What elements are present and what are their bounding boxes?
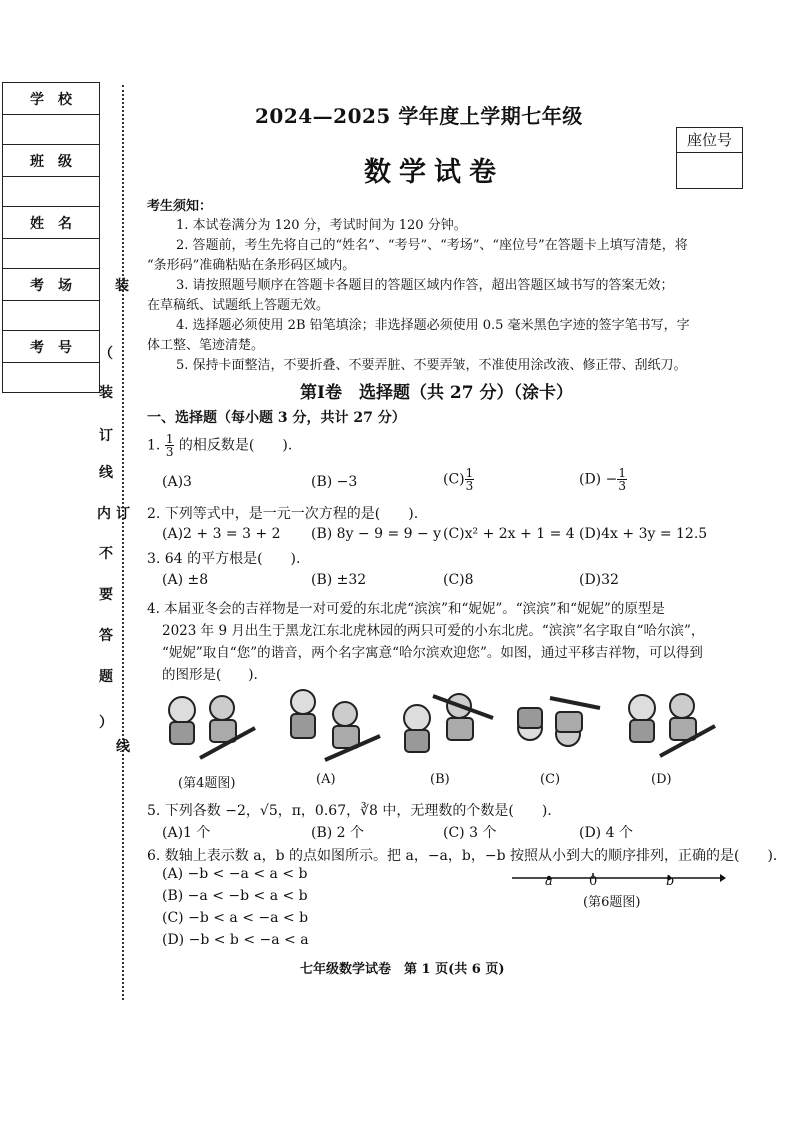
question-4-line: “妮妮”取自“您”的谐音，两个名字寓意“哈尔滨欢迎您”。如图，通过平移吉祥物，可以得到 [162, 645, 703, 661]
q1-option-d[interactable]: (D) − $\frac{1}{3}$ [579, 466, 626, 493]
notice-item: 体工整、笔迹清楚。 [147, 338, 265, 353]
q3-option-c[interactable]: (C)8 [443, 572, 474, 588]
question-4-line: 的图形是( ). [162, 667, 258, 683]
q2-option-b[interactable]: (B) 8y − 9 = 9 − y [311, 526, 442, 542]
q2-option-a[interactable]: (A)2 + 3 = 3 + 2 [162, 526, 281, 542]
question-1: 1. $\frac{1}{3}$ 的相反数是( ). [147, 432, 293, 459]
part1-title: 第Ⅰ卷 选择题（共 27 分）（涂卡） [300, 383, 573, 403]
student-info-table [2, 82, 100, 393]
binding-char: （ [99, 346, 113, 362]
info-room: 考 场 [3, 269, 99, 301]
info-exam-no-blank[interactable] [3, 363, 99, 392]
q4-label-d[interactable]: (D) [651, 772, 672, 787]
binding-char: ） [99, 715, 113, 731]
notice-item: 在草稿纸、试题纸上答题无效。 [147, 298, 330, 313]
q3-option-a[interactable]: (A) ±8 [162, 572, 209, 588]
info-room-blank[interactable] [3, 301, 99, 331]
notice-item: “条形码”准确粘贴在条形码区域内。 [147, 258, 356, 273]
q6-option-b[interactable]: (B) −a < −b < a < b [162, 888, 308, 904]
binding-char: 装 [99, 385, 113, 401]
axis-label-a: a [545, 874, 553, 889]
q4-label-c[interactable]: (C) [540, 772, 561, 787]
binding-char: 订 [99, 428, 113, 444]
binding-char: 要 [99, 587, 113, 603]
q2-option-c[interactable]: (C)x² + 2x + 1 = 4 [443, 526, 575, 542]
info-name: 姓 名 [3, 207, 99, 239]
q3-option-b[interactable]: (B) ±32 [311, 572, 367, 588]
q4-figures [160, 688, 720, 768]
exam-title: 数学试卷 [364, 157, 504, 188]
axis-label-zero: 0 [589, 874, 598, 889]
q6-figure-label: (第6题图) [583, 895, 641, 910]
binding-char: 不 [99, 546, 113, 562]
q5-option-b[interactable]: (B) 2 个 [311, 825, 365, 841]
mascot-option-c[interactable] [518, 698, 600, 746]
notice-item: 5. 保持卡面整洁，不要折叠、不要弄脏、不要弄皱，不准使用涂改液、修正带、刮纸刀。 [176, 358, 687, 373]
q2-option-d[interactable]: (D)4x + 3y = 12.5 [579, 526, 708, 542]
binding-char: 装 [115, 278, 129, 294]
section1-title: 一、选择题（每小题 3 分，共计 27 分） [147, 410, 406, 426]
binding-char: 线 [116, 739, 130, 755]
mascot-option-d[interactable] [629, 694, 715, 756]
question-5: 5. 下列各数 −2，√5，π，0.67，∛8 中，无理数的个数是( ). [147, 803, 552, 819]
axis-label-b: b [666, 874, 675, 889]
seat-label: 座位号 [677, 128, 742, 153]
notice-item: 2. 答题前，考生先将自己的“姓名”、“考号”、“考场”、“座位号”在答题卡上填写清楚，将 [176, 238, 688, 253]
binding-char: 订 [116, 506, 130, 522]
mascot-option-a[interactable] [291, 690, 380, 760]
binding-char: 答 [99, 628, 113, 644]
q5-option-a[interactable]: (A)1 个 [162, 825, 211, 841]
info-school: 学 校 [3, 83, 99, 115]
q4-label-b[interactable]: (B) [430, 772, 450, 787]
info-name-blank[interactable] [3, 239, 99, 269]
binding-char: 题 [99, 669, 113, 685]
question-2: 2. 下列等式中，是一元一次方程的是( ). [147, 506, 419, 522]
question-3: 3. 64 的平方根是( ). [147, 551, 301, 567]
question-4-line: 2023 年 9 月出生于黑龙江东北虎林园的两只可爱的小东北虎。“滨滨”名字取自“哈尔滨”， [162, 623, 705, 639]
page-footer: 七年级数学试卷 第 1 页(共 6 页) [300, 962, 505, 977]
q3-option-d[interactable]: (D)32 [579, 572, 619, 588]
q1-option-a[interactable]: (A)3 [162, 474, 192, 490]
mascot-reference-figure [169, 696, 255, 758]
q4-label-a[interactable]: (A) [316, 772, 336, 787]
notice-item: 3. 请按照题号顺序在答题卡各题目的答题区域内作答，超出答题区域书写的答案无效； [176, 278, 674, 293]
info-school-blank[interactable] [3, 115, 99, 145]
info-class-blank[interactable] [3, 177, 99, 207]
question-4-line: 4. 本届亚冬会的吉祥物是一对可爱的东北虎“滨滨”和“妮妮”。“滨滨”和“妮妮”的原型是 [147, 601, 665, 617]
year-title: 2024—2025 学年度上学期七年级 [255, 104, 583, 128]
q6-option-c[interactable]: (C) −b < a < −a < b [162, 910, 309, 926]
q6-option-d[interactable]: (D) −b < b < −a < a [162, 932, 309, 948]
question-6: 6. 数轴上表示数 a，b 的点如图所示。把 a，−a，b，−b 按照从小到大的顺序排列，正确的是( ). [147, 848, 778, 864]
q1-option-b[interactable]: (B) −3 [311, 474, 358, 490]
q1-option-c[interactable]: (C) $\frac{1}{3}$ [443, 466, 474, 493]
info-class: 班 级 [3, 145, 99, 177]
binding-char: 内 [97, 506, 111, 522]
notice-heading: 考生须知： [147, 199, 213, 214]
fraction: $\frac{1}{3}$ [165, 432, 174, 459]
binding-line [122, 85, 124, 1000]
q6-option-a[interactable]: (A) −b < −a < a < b [162, 866, 308, 882]
seat-number-box[interactable] [676, 127, 743, 189]
q5-option-d[interactable]: (D) 4 个 [579, 825, 633, 841]
binding-char: 线 [99, 465, 113, 481]
notice-item: 1. 本试卷满分为 120 分，考试时间为 120 分钟。 [176, 218, 467, 233]
notice-item: 4. 选择题必须使用 2B 铅笔填涂；非选择题必须使用 0.5 毫米黑色字迹的签字笔书写，字 [176, 318, 690, 333]
q4-figure-label: (第4题图) [178, 776, 236, 791]
info-exam-no: 考 号 [3, 331, 99, 363]
q5-option-c[interactable]: (C) 3 个 [443, 825, 497, 841]
mascot-option-b[interactable] [404, 694, 493, 752]
